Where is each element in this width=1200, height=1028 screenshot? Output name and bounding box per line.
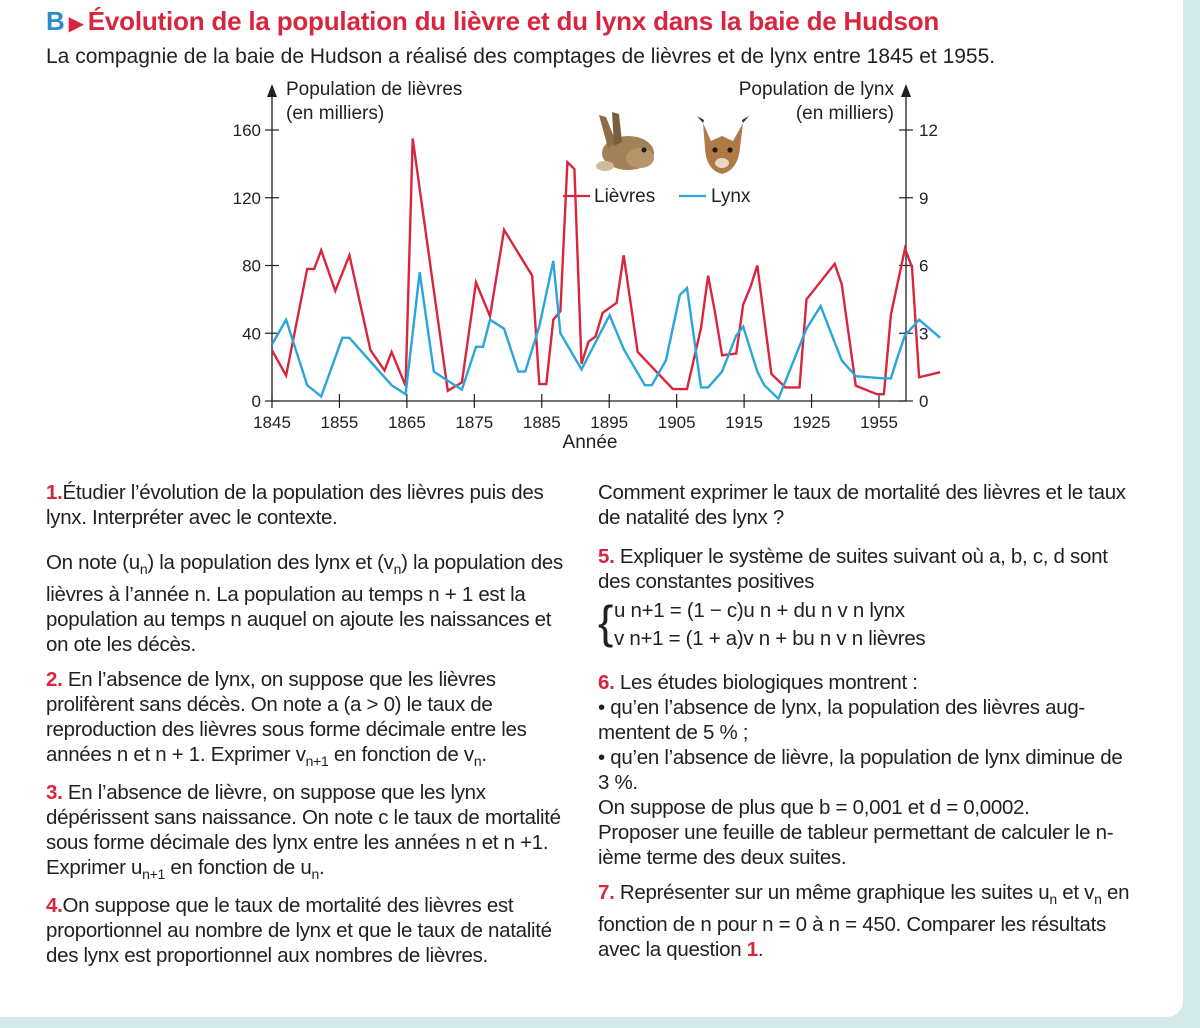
question-3: 3. En l’absence de lièvre, on suppose que les lynx dépérissent sans naissance. On note c le taux de mortalité sous forme décimale des lynx entre les années n et n +1. Exprimer $u_{n+1}$ en fonction de $u_n$. [46, 781, 561, 883]
x-tick-label: 1895 [590, 413, 629, 432]
equation-lievres: v n+1 = (1 + a)v n + bu n v n lièvres [614, 627, 926, 650]
left-axis-label-2: (en milliers) [286, 103, 385, 124]
x-tick-label: 1875 [455, 413, 494, 432]
question-6-bullet-1: • qu’en l’absence de lynx, la population des lièvres aug-mentent de 5 % ; [598, 696, 1085, 744]
question-5: 5. Expliquer le système de suites suivant où a, b, c, d sont des constantes positives [598, 545, 1108, 593]
question-7-reference: 1 [746, 938, 758, 962]
x-tick-label: 1855 [320, 413, 359, 432]
x-tick-label: 1865 [387, 413, 426, 432]
question-4: 4.On suppose que le taux de mortalité des lièvres est proportionnel au nombre de lynx et que le taux de natalité des lynx est proportionnel aux nombres de lièvres. [46, 894, 552, 968]
x-tick-label: 1925 [792, 413, 831, 432]
left-axis-arrow-icon [267, 84, 277, 97]
question-1-number: 1. [46, 481, 63, 504]
right-tick-label: 12 [919, 121, 938, 140]
right-column [598, 480, 1133, 962]
equation-lynx: u n+1 = (1 − c)u n + du n v n lynx [614, 599, 905, 622]
right-axis-label-2: (en milliers) [795, 103, 894, 124]
question-7-number: 7. [598, 881, 615, 904]
x-tick-label: 1955 [860, 413, 898, 432]
question-4-continued: Comment exprimer le taux de mortalité des lièvres et le taux de natalité des lynx ? [598, 481, 1126, 529]
right-tick-label: 0 [919, 392, 929, 411]
legend-lievres-label: Lièvres [594, 186, 656, 207]
left-tick-label: 160 [232, 121, 261, 140]
left-column [46, 480, 576, 968]
question-6-hypothesis: On suppose de plus que b = 0,001 et d = 0,0002. [598, 796, 1030, 819]
left-tick-label: 120 [232, 188, 261, 208]
question-4-number: 4. [46, 894, 63, 918]
equation-system [598, 598, 1133, 656]
section-letter: B [46, 6, 65, 36]
triangle-arrow-icon: ▶ [68, 13, 84, 35]
x-tick-label: 1845 [253, 413, 291, 432]
question-6: 6. Les études biologiques montrent : [598, 671, 918, 694]
intro-text: La compagnie de la baie de Hudson a réalisé des comptages de lièvres et de lynx entre 1845 et 1955. [46, 45, 996, 68]
hare-icon [596, 112, 654, 171]
x-tick-label: 1885 [522, 413, 561, 432]
population-chart [0, 0, 1200, 470]
right-tick-label: 3 [919, 324, 929, 344]
right-axis-arrow-icon [901, 84, 911, 97]
question-7: 7. Représenter sur un même graphique les suites $u_n$ et $v_n$ en fonction de n pour n = 0 à n = 450. Comparer les résultats avec la question 1. [598, 881, 1130, 962]
left-tick-label: 40 [242, 324, 261, 344]
legend-lynx-label: Lynx [711, 186, 751, 207]
question-5-number: 5. [598, 545, 615, 568]
right-tick-label: 6 [919, 256, 929, 276]
question-1 [46, 480, 576, 530]
question-1-text: Étudier l’évolution de la population des lièvres puis des lynx. Interpréter avec le contexte. [46, 481, 544, 529]
lynx-icon [697, 116, 749, 174]
question-6-task: Proposer une feuille de tableur permettant de calculer le n-ième terme des deux suites. [598, 821, 1114, 869]
notation-paragraph: On note $(u_n)$ la population des lynx et $(v_n)$ la population des lièvres à l’année n. La population au temps n + 1 est la population au temps n auquel on ajoute les naissances et on ote les décès. [46, 551, 563, 657]
x-tick-label: 1915 [725, 413, 764, 432]
question-2: 2. En l’absence de lynx, on suppose que les lièvres prolifèrent sans décès. On note a (a > 0) le taux de reproduction des lièvres sous forme décimale entre les années n et n + 1. Exprimer $v_{n+1}$ en fonction de $v_n$. [46, 668, 527, 770]
question-3-number: 3. [46, 781, 63, 805]
question-6-bullet-2: • qu’en l’absence de lièvre, la population de lynx diminue de 3 %. [598, 746, 1123, 794]
x-axis-title: Année [562, 432, 618, 453]
question-6-number: 6. [598, 671, 615, 694]
section-title-text: Évolution de la population du lièvre et du lynx dans la baie de Hudson [87, 6, 940, 36]
left-axis-label-1: Population de lièvres [286, 79, 463, 100]
question-2-number: 2. [46, 668, 63, 692]
right-tick-label: 9 [919, 188, 929, 208]
brace-icon: { [598, 596, 614, 648]
right-axis-label-1: Population de lynx [738, 79, 894, 100]
left-tick-label: 0 [251, 392, 261, 411]
left-tick-label: 80 [242, 256, 261, 276]
x-tick-label: 1905 [657, 413, 696, 432]
